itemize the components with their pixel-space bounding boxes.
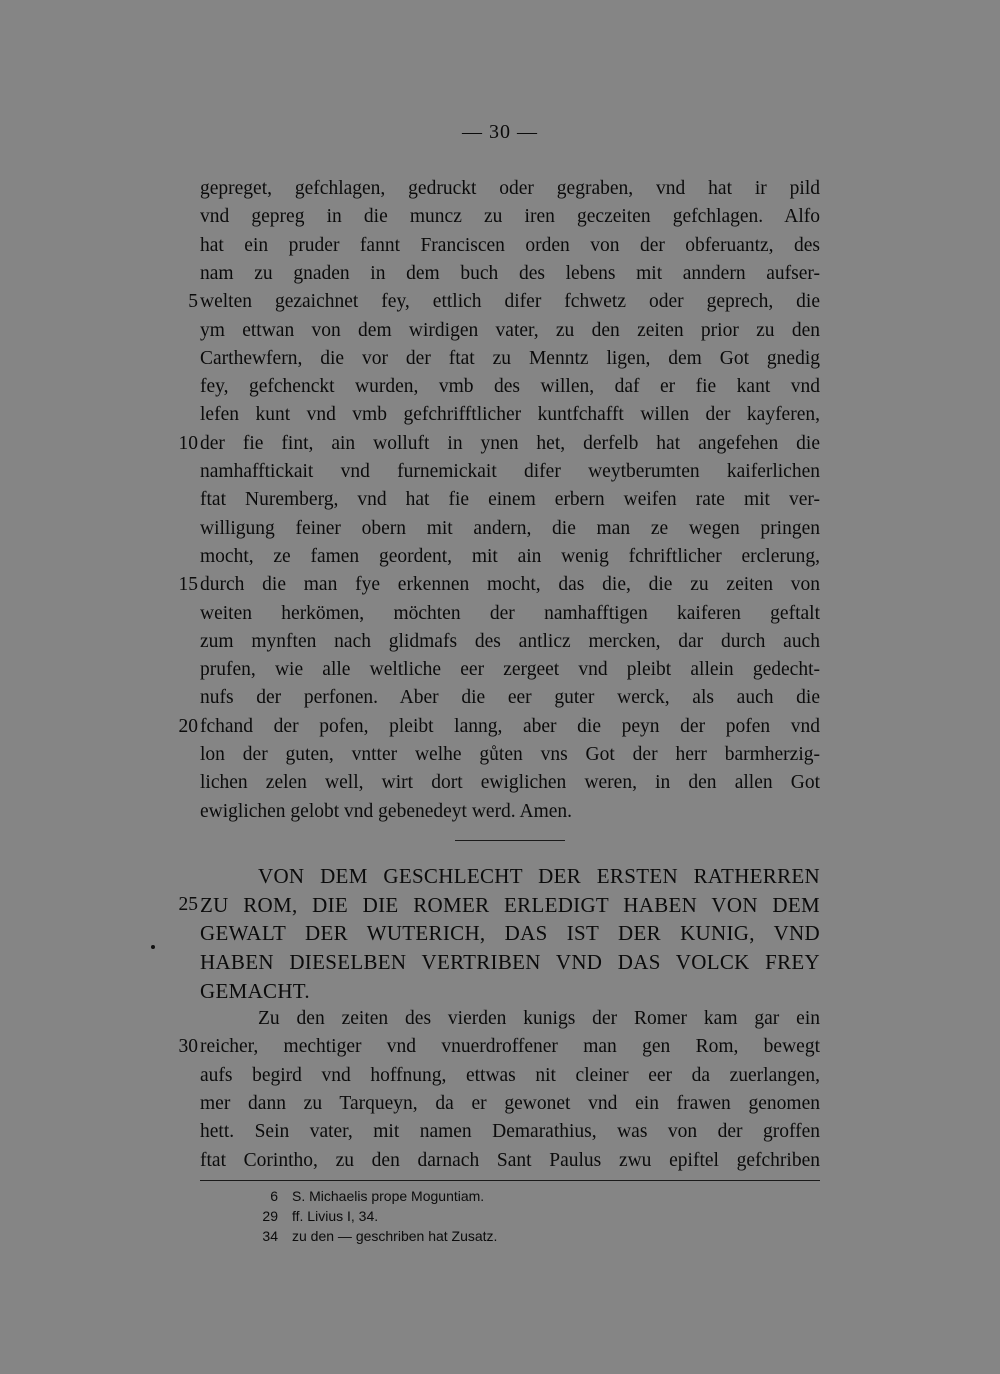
line-number: 25 — [178, 893, 198, 915]
text-line: ym ettwan von dem wirdigen vater, zu den zeiten prior zu den — [200, 319, 820, 341]
heading-line: GEMACHT. — [200, 978, 310, 1003]
text-line: vnd gepreg in die muncz zu iren geczeiten gefchlagen. Alfo — [200, 206, 820, 228]
footnote-text: S. Michaelis prope Moguntiam. — [292, 1188, 485, 1204]
footnote-text: ff. Livius I, 34. — [292, 1208, 379, 1224]
text-line: namhafftickait vnd furnemickait difer weytberumten kaiferlichen — [200, 461, 820, 482]
line-number: 10 — [178, 432, 198, 454]
text-line: zum mynften nach glidmafs des antlicz mercken, dar durch auch — [200, 630, 820, 652]
text-line: fey, gefchenckt wurden, vmb des willen, daf er fie kant vnd — [200, 376, 820, 398]
section-separator — [455, 840, 565, 841]
text-line: Carthewfern, die vor der ftat zu Menntz ligen, dem Got gnedig — [200, 347, 820, 369]
footnote-text: zu den — geschriben hat Zusatz. — [292, 1228, 498, 1244]
footnote — [252, 1186, 484, 1206]
heading-line: ZU ROM, DIE DIE ROMER ERLEDIGT HABEN VON DEM — [200, 892, 820, 917]
line-number: 20 — [178, 715, 198, 737]
footnote — [252, 1206, 378, 1226]
text-line: prufen, wie alle weltliche eer zergeet vnd pleibt allein gedecht- — [200, 659, 820, 681]
text-line: reicher, mechtiger vnd vnuerdroffener man gen Rom, bewegt — [200, 1036, 820, 1058]
text-line: ftat Nuremberg, vnd hat fie einem erbern weifen rate mit ver- — [200, 489, 820, 511]
footnote — [252, 1226, 497, 1246]
text-line: hat ein pruder fannt Franciscen orden von der obferuantz, des — [200, 234, 820, 256]
line-number: 15 — [178, 574, 198, 596]
text-line: lichen zelen well, wirt dort ewiglichen weren, in den allen Got — [200, 772, 820, 794]
line-number: 30 — [178, 1036, 198, 1058]
footnote-number: 6 — [270, 1188, 278, 1204]
text-line: der fie fint, ain wolluft in ynen het, derfelb hat angefehen die — [200, 432, 820, 454]
text-line: mocht, ze famen geordent, mit ain wenig fchriftlicher erclerung, — [200, 545, 820, 567]
text-line: durch die man fye erkennen mocht, das die, die zu zeiten von — [200, 574, 820, 596]
text-line: aufs begird vnd hoffnung, ettwas nit cleiner eer da zuerlangen, — [200, 1064, 820, 1086]
page-number: — 30 — — [462, 121, 538, 143]
text-line: weiten herkömen, möchten der namhafftigen kaiferen geftalt — [200, 602, 820, 624]
margin-dot — [151, 945, 155, 949]
text-line: fchand der pofen, pleibt lanng, aber die peyn der pofen vnd — [200, 715, 820, 737]
text-line: lon der guten, vntter welhe gůten vns Got der herr barmherzig- — [200, 744, 820, 765]
footnote-number: 29 — [262, 1208, 278, 1224]
heading-line: GEWALT DER WUTERICH, DAS IST DER KUNIG, VND — [200, 921, 820, 946]
text-line: Zu den zeiten des vierden kunigs der Romer kam gar ein — [258, 1008, 820, 1029]
text-line: gepreget, gefchlagen, gedruckt oder gegraben, vnd hat ir pild — [200, 178, 820, 199]
text-line: willigung feiner obern mit andern, die man ze wegen pringen — [200, 517, 820, 539]
footnote-number: 34 — [262, 1228, 278, 1244]
line-number: 5 — [188, 291, 198, 313]
text-line: welten gezaichnet fey, ettlich difer fchwetz oder geprech, die — [200, 291, 820, 313]
text-line: nufs der perfonen. Aber die eer guter werck, als auch die — [200, 687, 820, 709]
text-line: nam zu gnaden in dem buch des lebens mit anndern aufser- — [200, 262, 820, 284]
text-line: lefen kunt vnd vmb gefchrifftlicher kuntfchafft willen der kayferen, — [200, 404, 820, 426]
text-line: mer dann zu Tarqueyn, da er gewonet vnd ein frawen genomen — [200, 1092, 820, 1114]
heading-line: VON DEM GESCHLECHT DER ERSTEN RATHERREN — [258, 864, 820, 888]
footnote-rule — [200, 1180, 820, 1181]
text-line: ftat Corintho, zu den darnach Sant Paulus zwu epiftel gefchriben — [200, 1149, 820, 1171]
text-line: ewiglichen gelobt vnd gebenedeyt werd. Amen. — [200, 800, 573, 822]
heading-line: HABEN DIESELBEN VERTRIBEN VND DAS VOLCK FREY — [200, 950, 820, 975]
text-line: hett. Sein vater, mit namen Demarathius, was von der groffen — [200, 1121, 820, 1143]
